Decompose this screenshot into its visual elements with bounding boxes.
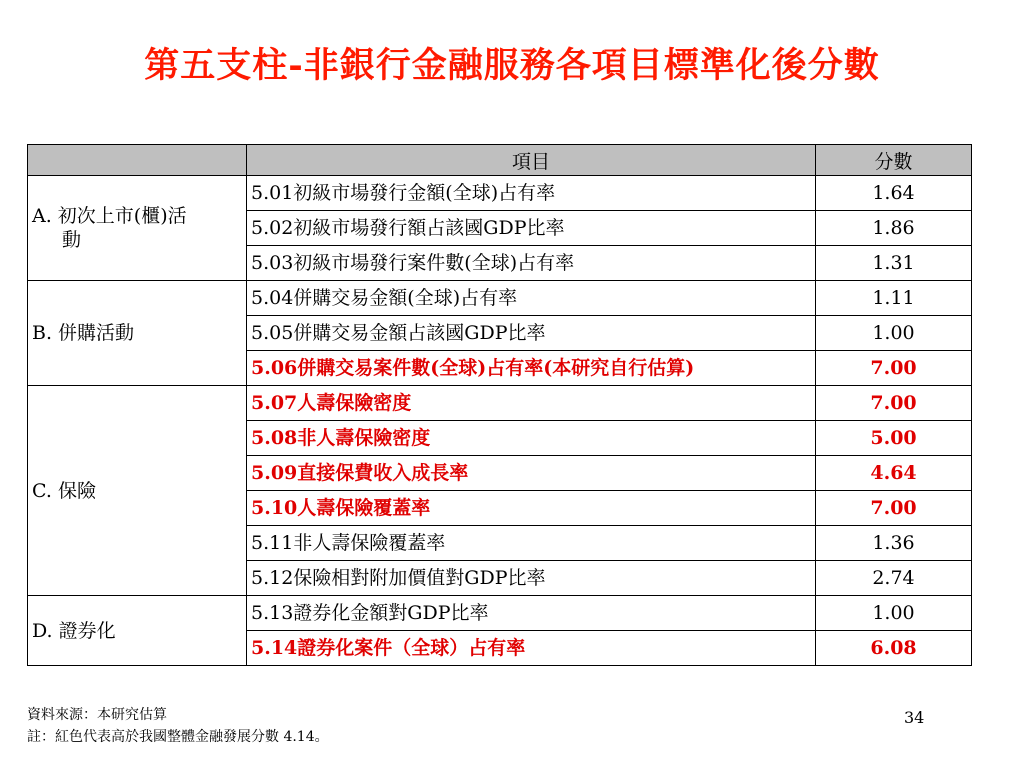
footer [27,704,329,748]
score-cell: 2.74 [816,561,972,596]
page-title: 第五支柱-非銀行金融服務各項目標準化後分數 [144,45,880,86]
item-cell: 5.11非人壽保險覆蓋率 [247,526,816,561]
table-body [28,176,972,666]
category-label: B. 併購活動 [32,322,135,344]
item-cell: 5.14證券化案件（全球）占有率 [247,631,816,666]
category-cell [28,596,247,666]
source-note: 資料來源：本研究估算 [27,707,167,723]
score-table [27,144,972,666]
score-cell: 7.00 [816,386,972,421]
score-cell: 5.00 [816,421,972,456]
table-header-row [28,145,972,176]
item-cell: 5.06併購交易案件數(全球)占有率(本研究自行估算) [247,351,816,386]
score-cell: 1.86 [816,211,972,246]
item-cell: 5.03初級市場發行案件數(全球)占有率 [247,246,816,281]
table-row [28,386,972,421]
category-label: A. 初次上市(櫃)活 [32,205,187,227]
category-label: D. 證券化 [32,619,116,642]
header-score: 分數 [816,145,972,176]
score-cell: 1.00 [816,596,972,631]
category-cell [28,176,247,281]
item-cell: 5.04併購交易金額(全球)占有率 [247,281,816,316]
category-cell [28,386,247,596]
score-cell: 7.00 [816,491,972,526]
item-cell: 5.09直接保費收入成長率 [247,456,816,491]
category-label-continued: 動 [62,229,82,251]
header-item: 項目 [247,145,816,176]
category-label: C. 保險 [32,479,96,502]
score-cell: 1.36 [816,526,972,561]
item-cell: 5.01初級市場發行金額(全球)占有率 [247,176,816,211]
score-cell: 7.00 [816,351,972,386]
table-row [28,281,972,316]
item-cell: 5.13證券化金額對GDP比率 [247,596,816,631]
score-cell: 1.64 [816,176,972,211]
category-cell [28,281,247,386]
page-number: 34 [904,708,925,727]
color-note: 註：紅色代表高於我國整體金融發展分數 4.14。 [27,729,329,745]
item-cell: 5.12保險相對附加價值對GDP比率 [247,561,816,596]
score-cell: 4.64 [816,456,972,491]
table-row [28,176,972,211]
header-category [28,145,247,176]
score-cell: 1.11 [816,281,972,316]
score-cell: 1.31 [816,246,972,281]
score-cell: 6.08 [816,631,972,666]
table-row [28,596,972,631]
item-cell: 5.07人壽保險密度 [247,386,816,421]
item-cell: 5.10人壽保險覆蓋率 [247,491,816,526]
item-cell: 5.08非人壽保險密度 [247,421,816,456]
item-cell: 5.05併購交易金額占該國GDP比率 [247,316,816,351]
item-cell: 5.02初級市場發行額占該國GDP比率 [247,211,816,246]
score-cell: 1.00 [816,316,972,351]
